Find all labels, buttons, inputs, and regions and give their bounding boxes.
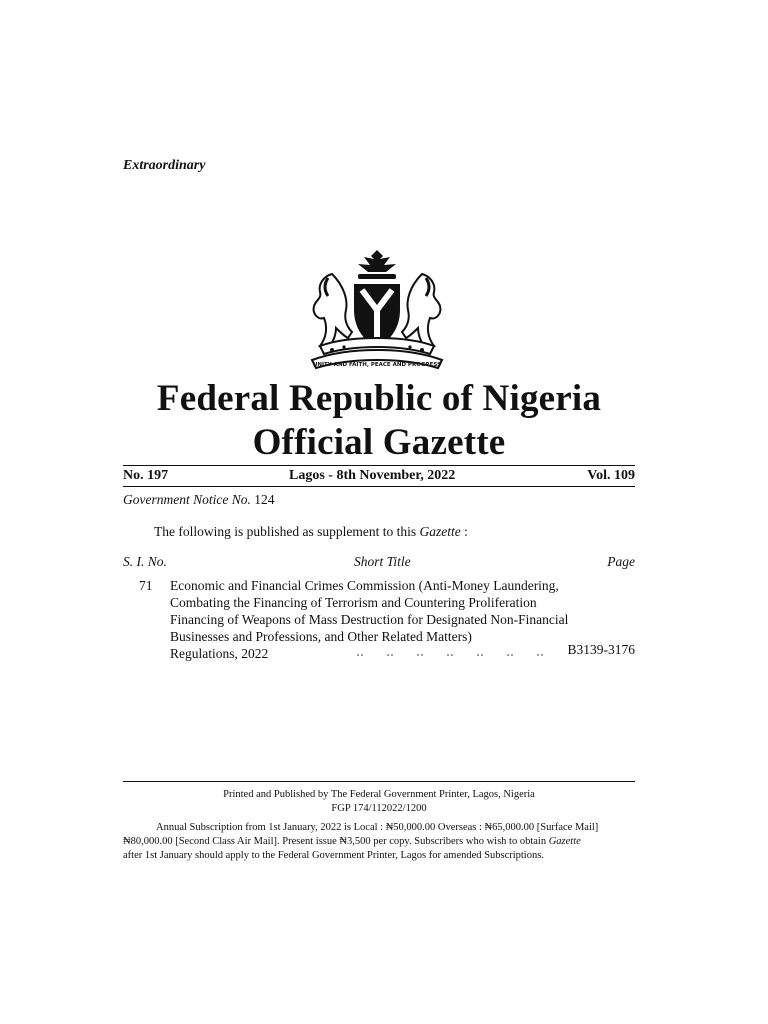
fgp-code: FGP 174/112022/1200: [331, 803, 427, 814]
edition-label: Extraordinary: [123, 158, 206, 173]
column-header-short-title: Short Title: [354, 554, 411, 569]
title-line-2: Official Gazette: [252, 422, 506, 463]
subscription-line: [123, 835, 643, 849]
issue-place-date: Lagos - 8th November, 2022: [289, 468, 456, 483]
column-header-si-no: S. I. No.: [123, 554, 167, 569]
title-line-1: Federal Republic of Nigeria: [156, 378, 602, 419]
entry-title-line: Economic and Financial Crimes Commission (Anti-Money Laundering,: [170, 578, 559, 593]
entry-title-line: Regulations, 2022: [170, 646, 269, 661]
issue-volume: Vol. 109: [587, 468, 635, 483]
subscription-notice: [123, 821, 643, 863]
divider-middle: [123, 486, 635, 487]
government-notice: [123, 491, 274, 509]
subscription-line: after 1st January should apply to the Federal Government Printer, Lagos for amended Subscriptions.: [123, 850, 544, 861]
printer-statement: Printed and Published by The Federal Government Printer, Lagos, Nigeria: [223, 789, 535, 800]
intro-sentence: The following is published as supplement to this: [154, 524, 417, 539]
notice-label: Government Notice: [123, 492, 229, 507]
entry-title-line: Businesses and Professions, and Other Related Matters): [170, 629, 472, 644]
coat-of-arms-emblem: [298, 246, 456, 374]
intro-suffix: :: [460, 524, 468, 539]
notice-no-label: No.: [231, 492, 251, 507]
motto-text: UNITY AND FAITH, PEACE AND PROGRESS: [312, 362, 442, 368]
issue-number: No. 197: [123, 468, 169, 483]
divider-footer: [123, 781, 635, 782]
notice-number: 124: [254, 492, 275, 507]
leader-dots: [352, 641, 552, 661]
divider-top: [123, 465, 635, 466]
entry-title-line: Combating the Financing of Terrorism and Countering Proliferation: [170, 595, 537, 610]
intro-text: [154, 523, 468, 541]
subscription-line-text: ₦80,000.00 [Second Class Air Mail]. Present issue ₦3,500 per copy. Subscribers who wish to obtain: [123, 836, 549, 847]
subscription-gazette-word: Gazette: [548, 836, 581, 847]
entry-pages: B3139-3176: [567, 642, 635, 657]
entry-si-number: 71: [139, 578, 153, 593]
intro-gazette-word: Gazette: [419, 524, 461, 539]
entry-title-line: Financing of Weapons of Mass Destruction for Designated Non-Financial: [170, 612, 569, 627]
subscription-line: Annual Subscription from 1st January, 2022 is Local : ₦50,000.00 Overseas : ₦65,000.00 [Surface Mail]: [156, 822, 599, 833]
column-header-page: Page: [607, 554, 635, 569]
